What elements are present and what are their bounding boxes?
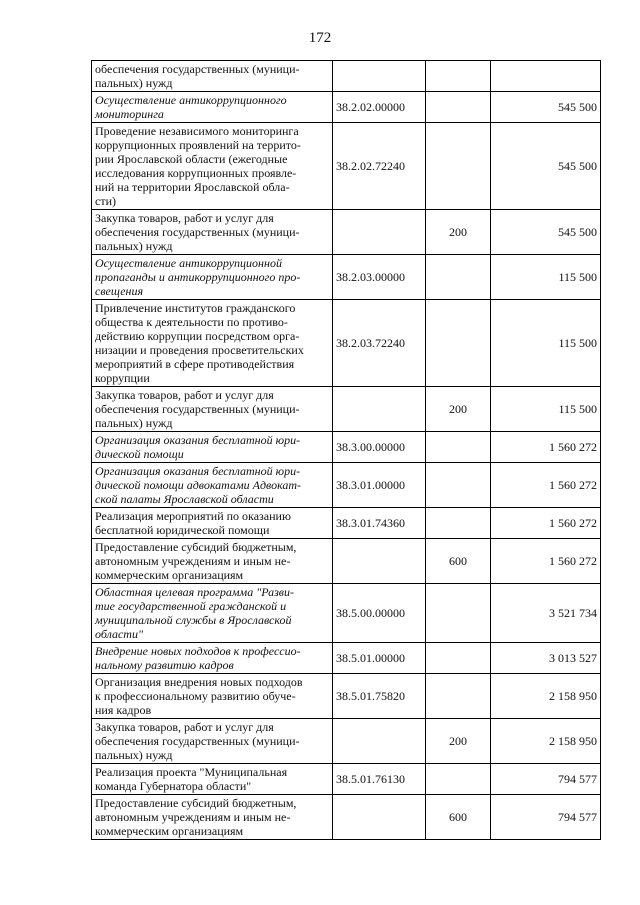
row-code-cell [333,795,426,840]
row-code-cell [333,539,426,584]
table-row [92,463,601,508]
table-row [92,61,601,92]
row-expense-kind-cell [426,92,491,123]
row-sum-cell: 545 500 [491,123,601,210]
table-row [92,92,601,123]
row-code-cell [333,719,426,764]
row-expense-kind-cell [426,300,491,387]
row-name-cell: Осуществление антикоррупционной пропаганды и антикоррупционного про- свещения [92,255,333,300]
row-expense-kind-cell: 200 [426,387,491,432]
row-code-cell: 38.5.01.00000 [333,643,426,674]
row-expense-kind-cell: 600 [426,539,491,584]
row-expense-kind-cell: 600 [426,795,491,840]
row-expense-kind-cell [426,463,491,508]
table-row [92,210,601,255]
row-code-cell: 38.5.01.75820 [333,674,426,719]
row-name-cell: Реализация проекта "Муниципальная команда Губернатора области" [92,764,333,795]
row-code-cell [333,387,426,432]
row-sum-cell: 1 560 272 [491,463,601,508]
table-row [92,795,601,840]
table-row [92,123,601,210]
row-code-cell: 38.3.01.00000 [333,463,426,508]
row-sum-cell: 794 577 [491,795,601,840]
table-row [92,643,601,674]
row-sum-cell: 2 158 950 [491,719,601,764]
row-name-cell: Привлечение институтов гражданского общества к деятельности по противо- действию коррупции посредством орга- низации и проведения просветительских мероприятий в сфере противодействия коррупции [92,300,333,387]
row-code-cell: 38.3.01.74360 [333,508,426,539]
row-name-cell: Организация оказания бесплатной юри- дической помощи адвокатами Адвокат- ской палаты Ярославской области [92,463,333,508]
row-code-cell: 38.5.01.76130 [333,764,426,795]
row-name-cell: обеспечения государственных (муници- пальных) нужд [92,61,333,92]
table-row [92,300,601,387]
row-name-cell: Закупка товаров, работ и услуг для обеспечения государственных (муници- пальных) нужд [92,719,333,764]
row-sum-cell: 2 158 950 [491,674,601,719]
row-code-cell: 38.2.03.00000 [333,255,426,300]
row-expense-kind-cell [426,61,491,92]
budget-table [91,60,601,840]
row-name-cell: Организация внедрения новых подходов к профессиональному развитию обуче- ния кадров [92,674,333,719]
row-sum-cell: 794 577 [491,764,601,795]
row-expense-kind-cell [426,255,491,300]
row-code-cell [333,61,426,92]
row-code-cell: 38.2.02.72240 [333,123,426,210]
row-sum-cell: 3 013 527 [491,643,601,674]
row-code-cell: 38.2.02.00000 [333,92,426,123]
row-expense-kind-cell: 200 [426,210,491,255]
row-expense-kind-cell [426,508,491,539]
row-expense-kind-cell: 200 [426,719,491,764]
table-row [92,508,601,539]
row-expense-kind-cell [426,643,491,674]
row-name-cell: Предоставление субсидий бюджетным, автономным учреждениям и иным не- коммерческим организациям [92,539,333,584]
row-name-cell: Закупка товаров, работ и услуг для обеспечения государственных (муници- пальных) нужд [92,210,333,255]
row-sum-cell: 1 560 272 [491,432,601,463]
row-sum-cell: 545 500 [491,92,601,123]
row-expense-kind-cell [426,432,491,463]
table-row [92,719,601,764]
row-sum-cell: 3 521 734 [491,584,601,643]
table-row [92,539,601,584]
row-sum-cell: 115 500 [491,255,601,300]
table-row [92,432,601,463]
row-sum-cell: 115 500 [491,300,601,387]
row-name-cell: Предоставление субсидий бюджетным, автономным учреждениям и иным не- коммерческим организациям [92,795,333,840]
table-row [92,387,601,432]
budget-table-body [92,61,601,840]
page-number: 172 [308,30,332,46]
row-name-cell: Областная целевая программа "Разви- тие государственной гражданской и муниципальной службы в Ярославской области" [92,584,333,643]
table-row [92,674,601,719]
row-name-cell: Осуществление антикоррупционного мониторинга [92,92,333,123]
row-sum-cell: 1 560 272 [491,508,601,539]
row-expense-kind-cell [426,584,491,643]
row-sum-cell: 1 560 272 [491,539,601,584]
row-expense-kind-cell [426,674,491,719]
row-sum-cell [491,61,601,92]
row-name-cell: Организация оказания бесплатной юри- дической помощи [92,432,333,463]
row-code-cell: 38.2.03.72240 [333,300,426,387]
row-name-cell: Закупка товаров, работ и услуг для обеспечения государственных (муници- пальных) нужд [92,387,333,432]
row-code-cell: 38.5.00.00000 [333,584,426,643]
table-row [92,584,601,643]
row-code-cell [333,210,426,255]
row-name-cell: Внедрение новых подходов к профессио- нальному развитию кадров [92,643,333,674]
row-code-cell: 38.3.00.00000 [333,432,426,463]
table-row [92,764,601,795]
row-expense-kind-cell [426,764,491,795]
row-name-cell: Реализация мероприятий по оказанию бесплатной юридической помощи [92,508,333,539]
row-sum-cell: 115 500 [491,387,601,432]
row-expense-kind-cell [426,123,491,210]
row-name-cell: Проведение независимого мониторинга коррупционных проявлений на террито- рии Ярославской области (ежегодные исследования коррупционных проявле- ний на территории Ярославской обла- сти) [92,123,333,210]
table-row [92,255,601,300]
row-sum-cell: 545 500 [491,210,601,255]
